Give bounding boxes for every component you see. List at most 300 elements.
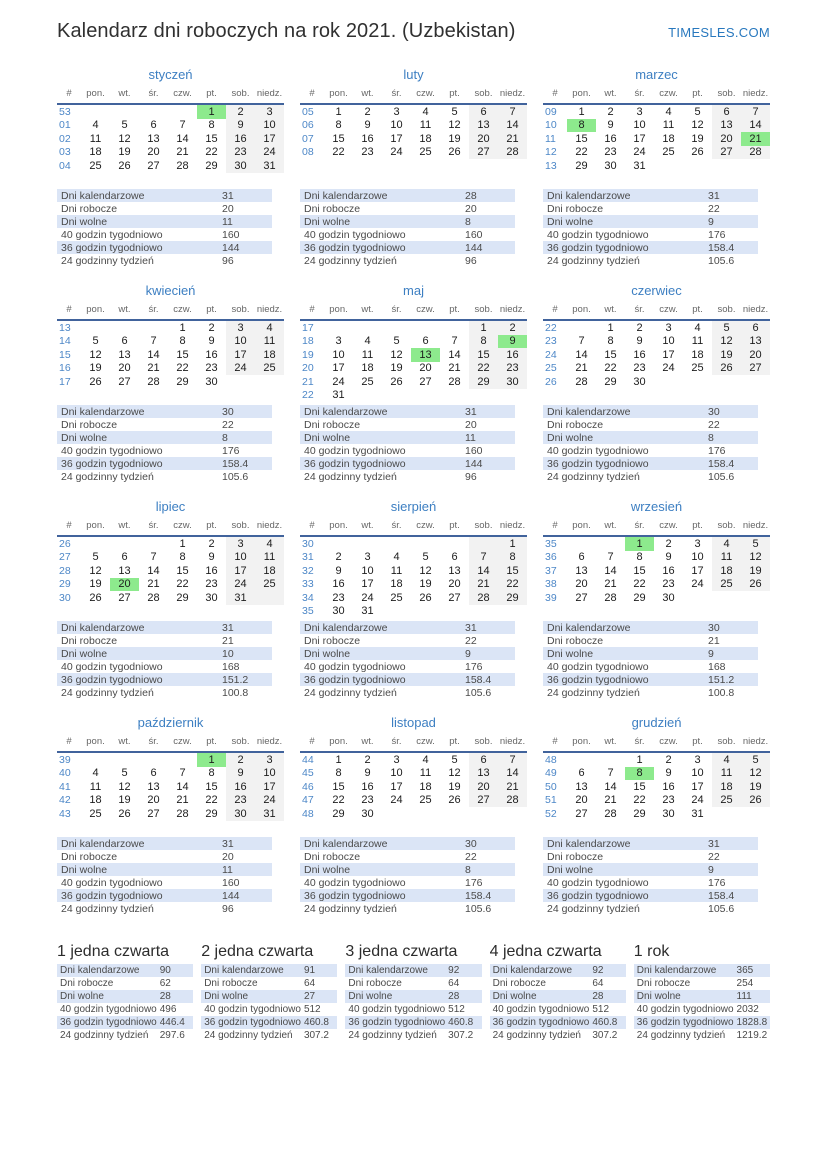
weekday-header-cell: wt.: [596, 735, 625, 752]
stat-value: 11: [465, 431, 476, 444]
stat-row: [543, 876, 758, 889]
stat-row: [543, 673, 758, 686]
stat-label: 40 godzin tygodniowo: [61, 660, 163, 673]
day-cell: 11: [255, 335, 284, 349]
week-number-cell: 06: [302, 119, 314, 132]
week-number-cell: 49: [545, 767, 557, 780]
day-cell: 17: [226, 348, 255, 362]
calendar-week-row: [57, 767, 284, 781]
day-cell: 1: [335, 753, 342, 766]
stat-row: [345, 1003, 481, 1016]
weekday-header-cell: czw.: [168, 303, 197, 320]
stat-label: Dni wolne: [61, 215, 108, 228]
weekday-header-cell: pon.: [81, 87, 110, 104]
stat-value: 96: [465, 470, 477, 483]
stat-value: 1219.2: [736, 1030, 768, 1041]
day-cell: 25: [89, 159, 102, 172]
stat-label: Dni wolne: [636, 991, 681, 1002]
stat-value: 31: [465, 621, 477, 634]
day-cell: 7: [607, 767, 614, 780]
calendar-week-row: [300, 752, 527, 767]
stat-row: [57, 902, 272, 915]
day-cell: 28: [604, 591, 617, 604]
calendar-area: [543, 303, 770, 403]
day-cell: 27: [118, 375, 131, 388]
stat-row: [300, 444, 515, 457]
stat-row: [300, 634, 515, 647]
day-cell: [596, 536, 625, 551]
site-link[interactable]: TIMESLES.COM: [668, 25, 770, 40]
day-cell: 31: [332, 389, 345, 402]
stat-row: [543, 254, 758, 267]
stat-row: [57, 889, 272, 902]
day-cell: 10: [390, 119, 403, 132]
stat-row: [634, 1016, 770, 1029]
weekday-header-cell: #: [57, 303, 81, 320]
month-block: [57, 715, 284, 915]
stat-value: 31: [222, 837, 234, 850]
calendar-week-row: [300, 536, 527, 551]
holiday-day-cell: 1: [197, 752, 226, 767]
stat-value: 105.6: [708, 254, 735, 267]
day-cell: 15: [205, 132, 218, 145]
month-block: [300, 499, 527, 699]
stat-label: Dni robocze: [304, 634, 361, 647]
weekday-header-cell: sob.: [469, 303, 498, 320]
stat-value: 96: [222, 902, 234, 915]
day-cell: 5: [92, 335, 99, 348]
calendar-table: [543, 87, 770, 173]
day-cell: 12: [419, 564, 432, 577]
stat-label: Dni wolne: [547, 215, 594, 228]
day-cell: 6: [150, 119, 157, 132]
weekday-header-row: [543, 519, 770, 536]
day-cell: 11: [691, 335, 704, 348]
day-cell: 6: [121, 551, 128, 564]
weekday-header-cell: pon.: [324, 735, 353, 752]
day-cell: 14: [575, 348, 588, 361]
day-cell: 24: [390, 146, 403, 159]
calendar-week-row: [57, 564, 284, 578]
day-cell: 11: [390, 564, 403, 577]
stat-row: [57, 850, 272, 863]
stat-row: [57, 1016, 193, 1029]
day-cell: 16: [332, 578, 345, 591]
calendar-week-row: [300, 335, 527, 349]
stat-value: 28: [159, 991, 171, 1002]
day-cell: [469, 807, 498, 821]
day-cell: 26: [691, 146, 704, 159]
day-cell: 9: [665, 767, 672, 780]
stat-label: Dni kalendarzowe: [304, 621, 388, 634]
day-cell: [411, 320, 440, 335]
calendar-area: [543, 519, 770, 619]
day-cell: 7: [607, 551, 614, 564]
stat-row: [300, 673, 515, 686]
calendar-week-row: [300, 794, 527, 808]
day-cell: 28: [176, 159, 189, 172]
day-cell: 5: [422, 551, 429, 564]
weekday-header-cell: śr.: [625, 735, 654, 752]
day-cell: 21: [575, 362, 588, 375]
stat-value: 27: [303, 991, 316, 1002]
stat-value: 2032: [736, 1004, 759, 1015]
stat-row: [57, 189, 272, 202]
day-cell: 17: [390, 132, 403, 145]
stat-label: Dni kalendarzowe: [547, 405, 631, 418]
day-cell: 14: [604, 780, 617, 793]
day-cell: 1: [469, 320, 498, 335]
stat-value: 176: [465, 876, 483, 889]
stat-label: Dni kalendarzowe: [492, 965, 573, 976]
day-cell: [712, 159, 741, 173]
calendar-week-row: [57, 104, 284, 119]
calendar-week-row: [543, 767, 770, 781]
calendar-table: [543, 303, 770, 389]
week-number-cell: 27: [59, 551, 71, 564]
stat-row: [57, 977, 193, 990]
day-cell: 3: [694, 537, 701, 550]
stat-value: 9: [708, 647, 714, 660]
stat-value: 8: [222, 431, 228, 444]
day-cell: 9: [226, 767, 255, 781]
day-cell: 26: [89, 375, 102, 388]
stat-row: [345, 1016, 481, 1029]
stat-label: Dni wolne: [304, 863, 351, 876]
day-cell: 22: [332, 146, 345, 159]
stat-value: 30: [222, 405, 234, 418]
month-block: [57, 67, 284, 267]
day-cell: 2: [665, 537, 672, 550]
stat-value: 160: [222, 228, 240, 241]
day-cell: 14: [176, 780, 189, 793]
calendar-area: [543, 87, 770, 187]
day-cell: [498, 605, 527, 619]
day-cell: 9: [208, 335, 215, 348]
week-number-cell: 15: [59, 348, 71, 361]
week-number-cell: 25: [545, 362, 557, 375]
week-number-cell: 22: [545, 321, 557, 334]
stat-label: 24 godzinny tydzień: [61, 686, 154, 699]
weekday-header-cell: #: [543, 735, 567, 752]
weekday-header-row: [57, 87, 284, 104]
holiday-day-cell: 20: [110, 578, 139, 592]
stat-row: [300, 621, 515, 634]
weekday-header-cell: pt.: [683, 735, 712, 752]
stat-value: 496: [159, 1004, 177, 1015]
day-cell: 18: [255, 564, 284, 578]
day-cell: 16: [205, 564, 218, 577]
weekday-header-cell: wt.: [110, 519, 139, 536]
stat-label: 36 godzin tygodniowo: [547, 241, 649, 254]
summary-stats-table: [345, 964, 481, 1042]
day-cell: 12: [741, 551, 770, 565]
day-cell: 10: [255, 767, 284, 781]
stat-label: 36 godzin tygodniowo: [636, 1017, 734, 1028]
day-cell: 2: [226, 104, 255, 119]
day-cell: 13: [118, 564, 131, 577]
calendar-week-row: [543, 752, 770, 767]
weekday-header-cell: czw.: [411, 303, 440, 320]
stat-row: [543, 405, 758, 418]
stat-row: [634, 1003, 770, 1016]
stat-value: 11: [222, 215, 233, 228]
stat-label: 24 godzinny tydzień: [304, 902, 397, 915]
stat-value: 158.4: [708, 241, 735, 254]
stat-row: [57, 457, 272, 470]
stat-value: 96: [465, 254, 477, 267]
calendar-week-row: [543, 564, 770, 578]
day-cell: 27: [419, 375, 432, 388]
stat-value: 307.2: [303, 1030, 329, 1041]
stat-value: 8: [708, 431, 714, 444]
day-cell: 19: [691, 132, 704, 145]
weekday-header-row: [300, 519, 527, 536]
day-cell: 16: [361, 780, 374, 793]
day-cell: 2: [335, 551, 342, 564]
day-cell: 20: [147, 146, 160, 159]
day-cell: 30: [662, 591, 675, 604]
day-cell: 1: [636, 753, 643, 766]
day-cell: 18: [89, 146, 102, 159]
month-stats-table: [57, 405, 272, 483]
stat-value: 460.8: [592, 1017, 618, 1028]
day-cell: 17: [332, 362, 345, 375]
day-cell: 24: [662, 362, 675, 375]
stat-row: [300, 889, 515, 902]
month-stats-table: [543, 837, 758, 915]
day-cell: 14: [469, 564, 498, 578]
day-cell: 27: [469, 146, 498, 160]
stat-label: Dni kalendarzowe: [61, 189, 145, 202]
stat-label: Dni robocze: [61, 850, 118, 863]
weekday-header-cell: pt.: [197, 735, 226, 752]
weekday-header-cell: czw.: [654, 735, 683, 752]
day-cell: 16: [662, 564, 675, 577]
weekday-header-cell: pt.: [683, 303, 712, 320]
week-number-cell: 28: [59, 564, 71, 577]
stat-row: [634, 964, 770, 977]
stat-value: 28: [465, 189, 477, 202]
stat-label: Dni wolne: [348, 991, 393, 1002]
stat-row: [490, 1016, 626, 1029]
stat-value: 20: [465, 418, 477, 431]
week-number-cell: 52: [545, 807, 557, 820]
month-stats-table: [300, 837, 515, 915]
weekday-header-cell: czw.: [654, 303, 683, 320]
day-cell: 13: [712, 119, 741, 133]
calendar-week-row: [57, 536, 284, 551]
stat-label: Dni robocze: [61, 202, 118, 215]
week-number-cell: 35: [302, 605, 314, 618]
weekday-header-cell: #: [57, 519, 81, 536]
stat-row: [57, 990, 193, 1003]
calendar-week-row: [543, 335, 770, 349]
day-cell: [741, 375, 770, 389]
stat-value: 176: [222, 444, 240, 457]
stat-label: 36 godzin tygodniowo: [61, 889, 163, 902]
day-cell: [440, 605, 469, 619]
week-number-cell: 16: [59, 362, 71, 375]
calendar-week-row: [57, 348, 284, 362]
calendar-week-row: [543, 591, 770, 605]
summary-stats-table: [201, 964, 337, 1042]
stat-label: 24 godzinny tydzień: [547, 254, 640, 267]
holiday-day-cell: 9: [498, 335, 527, 349]
day-cell: 23: [662, 578, 675, 591]
day-cell: 6: [121, 335, 128, 348]
week-number-cell: 04: [59, 159, 71, 172]
month-stats-table: [300, 621, 515, 699]
day-cell: 24: [255, 794, 284, 808]
day-cell: 11: [419, 119, 432, 132]
day-cell: 8: [607, 335, 614, 348]
weekday-header-cell: śr.: [382, 519, 411, 536]
weekday-header-cell: niedz.: [741, 87, 770, 104]
day-cell: 22: [633, 794, 646, 807]
day-cell: 6: [712, 104, 741, 119]
stat-value: 512: [592, 1004, 610, 1015]
calendar-week-row: [543, 362, 770, 376]
stat-value: 158.4: [708, 889, 735, 902]
week-number-cell: 47: [302, 794, 314, 807]
stat-value: 22: [708, 850, 720, 863]
day-cell: 19: [89, 578, 102, 591]
day-cell: 11: [89, 780, 102, 793]
day-cell: 4: [92, 119, 99, 132]
day-cell: 10: [633, 119, 646, 132]
stat-value: 151.2: [222, 673, 249, 686]
day-cell: 1: [498, 536, 527, 551]
day-cell: 11: [255, 551, 284, 565]
day-cell: 12: [118, 132, 131, 145]
day-cell: 23: [361, 794, 374, 807]
weekday-header-cell: sob.: [712, 303, 741, 320]
stat-value: 160: [222, 876, 240, 889]
month-title: wrzesień: [630, 499, 683, 514]
day-cell: 25: [691, 362, 704, 375]
stat-value: 30: [708, 621, 720, 634]
day-cell: 20: [419, 362, 432, 375]
stat-row: [300, 660, 515, 673]
month-title: luty: [403, 67, 424, 82]
stat-value: 31: [222, 189, 234, 202]
month-title: sierpień: [390, 499, 437, 514]
day-cell: 29: [469, 375, 498, 389]
day-cell: 15: [498, 564, 527, 578]
day-cell: 20: [741, 348, 770, 362]
calendar-area: [300, 519, 527, 619]
stat-value: 158.4: [222, 457, 249, 470]
stat-value: 91: [303, 965, 316, 976]
weekday-header-cell: śr.: [625, 519, 654, 536]
stat-row: [634, 990, 770, 1003]
stat-row: [201, 1003, 337, 1016]
day-cell: 28: [498, 146, 527, 160]
day-cell: 30: [361, 807, 374, 820]
calendar-area: [300, 303, 527, 403]
day-cell: 8: [335, 119, 342, 132]
day-cell: [498, 389, 527, 403]
stat-value: 22: [222, 418, 234, 431]
day-cell: [255, 591, 284, 605]
day-cell: 17: [361, 578, 374, 591]
week-number-cell: 13: [545, 159, 557, 172]
stat-row: [201, 1029, 337, 1042]
stat-value: 1828.8: [736, 1017, 768, 1028]
day-cell: 3: [393, 753, 400, 766]
day-cell: 15: [633, 564, 646, 577]
day-cell: 28: [498, 794, 527, 808]
day-cell: 16: [633, 348, 646, 361]
stat-label: 36 godzin tygodniowo: [304, 673, 406, 686]
calendar-area: [57, 87, 284, 187]
calendar-area: [57, 303, 284, 403]
stat-label: 24 godzinny tydzień: [547, 470, 640, 483]
weekday-header-cell: sob.: [469, 519, 498, 536]
weekday-header-cell: czw.: [168, 519, 197, 536]
day-cell: 12: [448, 767, 461, 780]
day-cell: 9: [364, 119, 371, 132]
day-cell: [567, 752, 596, 767]
calendar-week-row: [300, 767, 527, 781]
stat-value: 105.6: [465, 902, 492, 915]
stat-label: Dni wolne: [61, 647, 108, 660]
day-cell: 11: [419, 767, 432, 780]
weekday-header-cell: śr.: [139, 735, 168, 752]
month-stats-table: [300, 189, 515, 267]
week-number-cell: 39: [545, 591, 557, 604]
day-cell: 28: [575, 375, 588, 388]
day-cell: 7: [150, 335, 157, 348]
day-cell: 13: [469, 119, 498, 133]
stat-value: 446.4: [159, 1017, 185, 1028]
day-cell: 19: [118, 794, 131, 807]
day-cell: 13: [118, 348, 131, 361]
stat-row: [57, 241, 272, 254]
stat-label: 36 godzin tygodniowo: [61, 241, 163, 254]
weekday-header-cell: śr.: [625, 87, 654, 104]
day-cell: 29: [633, 591, 646, 604]
day-cell: [683, 159, 712, 173]
weekday-header-cell: niedz.: [498, 303, 527, 320]
day-cell: 25: [255, 578, 284, 592]
day-cell: 4: [92, 767, 99, 780]
weekday-header-cell: niedz.: [255, 735, 284, 752]
day-cell: 17: [255, 780, 284, 794]
day-cell: 26: [448, 794, 461, 807]
stat-label: 40 godzin tygodniowo: [636, 1004, 734, 1015]
stat-value: 9: [465, 647, 471, 660]
stat-label: Dni robocze: [547, 634, 604, 647]
weekday-header-cell: pon.: [567, 735, 596, 752]
calendar-area: [300, 735, 527, 835]
month-title: marzec: [635, 67, 678, 82]
stat-row: [543, 686, 758, 699]
weekday-header-cell: śr.: [139, 303, 168, 320]
stat-value: 100.8: [708, 686, 735, 699]
day-cell: 5: [741, 536, 770, 551]
stat-label: Dni kalendarzowe: [60, 965, 140, 976]
week-number-cell: 37: [545, 564, 557, 577]
day-cell: 24: [226, 578, 255, 592]
week-number-cell: 18: [302, 335, 314, 348]
stat-row: [57, 444, 272, 457]
calendar-table: [543, 519, 770, 605]
stat-value: 160: [465, 444, 483, 457]
stat-row: [543, 444, 758, 457]
day-cell: 13: [147, 132, 160, 145]
